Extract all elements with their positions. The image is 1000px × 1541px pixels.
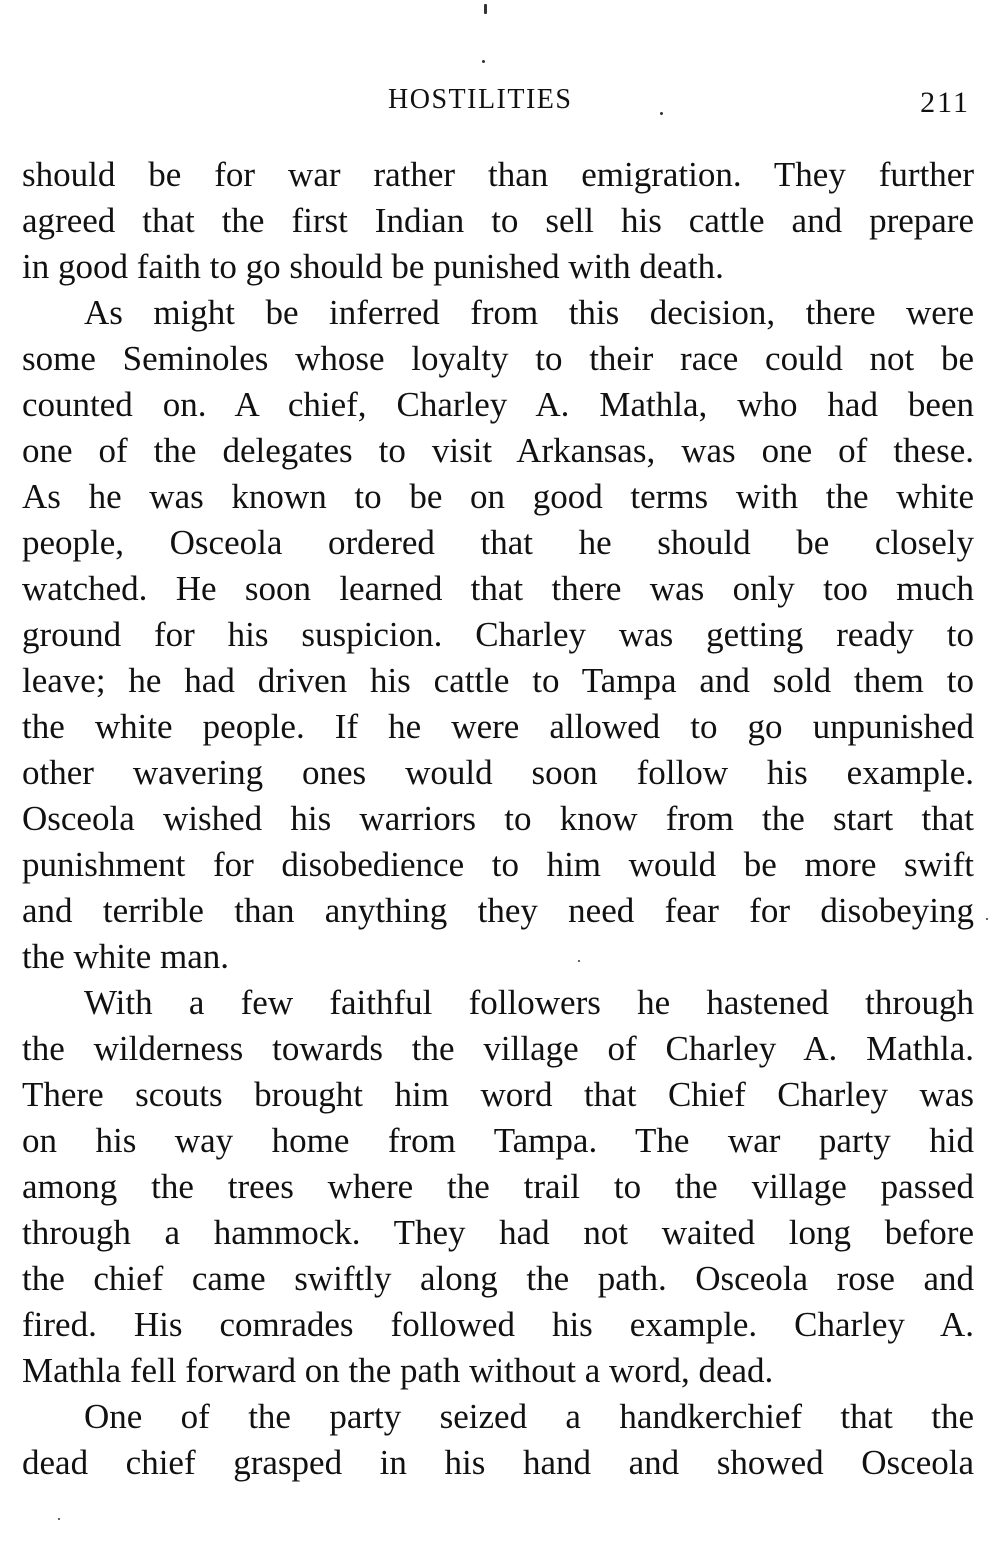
scan-speck: [482, 60, 485, 63]
text-line: One of the party seized a handkerchief that the: [84, 1397, 974, 1436]
running-head: [0, 84, 1000, 124]
text-line: Osceola wished his warriors to know from the start that: [22, 799, 974, 838]
scan-speck: [660, 112, 663, 115]
text-line: people, Osceola ordered that he should be closely: [22, 523, 974, 562]
text-line: and terrible than anything they need fear for disobeying: [22, 891, 974, 930]
text-line: leave; he had driven his cattle to Tampa and sold them to: [22, 661, 974, 700]
text-line: agreed that the first Indian to sell his cattle and prepare: [22, 201, 974, 240]
text-line: ground for his suspicion. Charley was getting ready to: [22, 615, 974, 654]
text-line: on his way home from Tampa. The war party hid: [22, 1121, 974, 1160]
text-line: watched. He soon learned that there was only too much: [22, 569, 974, 608]
text-line: should be for war rather than emigration. They further: [22, 155, 974, 194]
scan-speck: [58, 1518, 60, 1520]
text-line: punishment for disobedience to him would be more swift: [22, 845, 974, 884]
text-line: the wilderness towards the village of Charley A. Mathla.: [22, 1029, 974, 1068]
text-line: There scouts brought him word that Chief Charley was: [22, 1075, 974, 1114]
running-title: HOSTILITIES: [388, 84, 573, 115]
text-line: some Seminoles whose loyalty to their race could not be: [22, 339, 974, 378]
text-line: the white man.: [22, 937, 230, 976]
scan-speck: [578, 960, 580, 962]
scan-speck: [484, 4, 487, 14]
text-line: the chief came swiftly along the path. Osceola rose and: [22, 1259, 974, 1298]
text-line: As might be inferred from this decision, there were: [84, 293, 974, 332]
text-line: Mathla fell forward on the path without a word, dead.: [22, 1351, 774, 1390]
text-line: counted on. A chief, Charley A. Mathla, who had been: [22, 385, 974, 424]
text-line: dead chief grasped in his hand and showed Osceola: [22, 1443, 974, 1482]
text-line: As he was known to be on good terms with the white: [22, 477, 974, 516]
body-text: [22, 152, 974, 1486]
text-line: through a hammock. They had not waited long before: [22, 1213, 974, 1252]
text-line: in good faith to go should be punished with death.: [22, 247, 724, 286]
text-line: other wavering ones would soon follow his example.: [22, 753, 974, 792]
text-line: one of the delegates to visit Arkansas, was one of these.: [22, 431, 974, 470]
text-line: the white people. If he were allowed to go unpunished: [22, 707, 974, 746]
scan-speck: [986, 918, 988, 920]
text-line: fired. His comrades followed his example. Charley A.: [22, 1305, 974, 1344]
text-line: among the trees where the trail to the village passed: [22, 1167, 974, 1206]
page-number: 211: [920, 86, 970, 119]
text-line: With a few faithful followers he hastened through: [84, 983, 974, 1022]
